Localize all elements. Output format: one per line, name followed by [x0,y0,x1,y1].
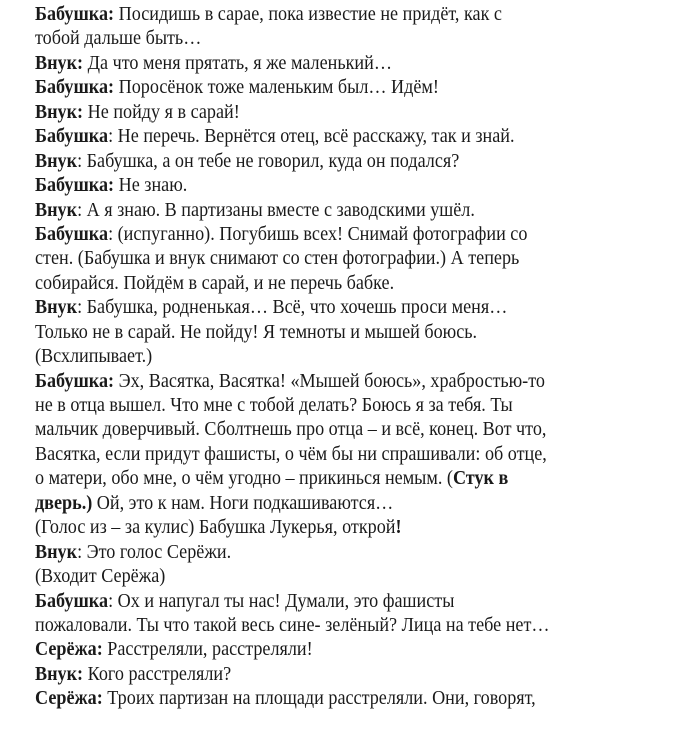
line-text: : А я знаю. В партизаны вместе с заводскими ушёл. [77,199,475,221]
line-text: тобой дальше быть… [35,28,202,50]
stage-direction-bold: Стук в [452,468,509,490]
dialogue-line [35,296,680,320]
dialogue-line [35,345,680,369]
dialogue-line [35,541,680,565]
speaker-name: Бабушка: [35,77,115,99]
dialogue-line [35,443,680,467]
line-text: не в отца вышел. Что мне с тобой делать? Боюсь я за тебя. Ты [35,395,513,416]
line-text: стен. (Бабушка и внук снимают со стен фотографии.) А теперь [35,248,520,270]
line-text: о матери, обо мне, о чём угодно – прикинься немым. ( [35,468,453,490]
dialogue-line [35,321,680,345]
line-text: Васятка, если придут фашисты, о чём бы ни спрашивали: об отце, [35,443,547,465]
speaker-name: Бабушка [35,590,109,612]
dialogue-line [35,516,680,540]
dialogue-line [35,101,680,125]
dialogue-line [35,492,680,516]
dialogue-line [35,199,680,223]
dialogue-line [35,394,680,418]
dialogue-line [35,663,680,687]
line-text: : (испуганно). Погубишь всех! Снимай фотографии со [108,223,528,245]
line-text: Посидишь в сарае, пока известие не придёт, как с [114,4,502,25]
dialogue-line [35,272,680,296]
line-text: Кого расстреляли? [83,663,232,685]
dialogue-line [35,27,680,51]
line-text: собирайся. Пойдём в сарай, и не перечь бабке. [35,272,395,294]
line-text: Только не в сарай. Не пойду! Я темноты и мышей боюсь. [35,321,478,343]
line-text: Не знаю. [114,175,188,197]
speaker-name: Внук [35,150,78,172]
line-text: Да что меня прятать, я же маленький… [83,52,392,74]
dialogue-line [35,223,680,247]
line-text: Троих партизан на площади расстреляли. Они, говорят, [102,688,536,710]
line-text: (Всхлипывает.) [35,346,153,368]
speaker-name: Внук [35,541,78,563]
line-text: мальчик доверчивый. Сболтнешь про отца – и всё, конец. Вот что, [35,419,547,441]
dialogue-line [35,565,680,589]
speaker-name: Бабушка: [35,370,115,392]
dialogue-line [35,150,680,174]
speaker-name: Внук [35,297,78,319]
speaker-name: Серёжа: [35,639,103,661]
dialogue-line [35,370,680,394]
dialogue-line [35,614,680,638]
dialogue-line [35,247,680,271]
line-text: Ой, это к нам. Ноги подкашиваются… [92,492,394,514]
line-text: Поросёнок тоже маленьким был… Идём! [114,77,439,99]
dialogue-line [35,467,680,491]
dialogue-line [35,174,680,198]
line-text: Эх, Васятка, Васятка! «Мышей боюсь», храбростью-то [114,370,545,392]
dialogue-line [35,52,680,76]
dialogue-line [35,76,680,100]
speaker-name: Бабушка: [35,4,115,25]
line-text: : Бабушка, а он тебе не говорил, куда он подался? [77,150,460,172]
line-text: пожаловали. Ты что такой весь сине- зелёный? Лица на тебе нет… [35,614,550,636]
speaker-name: Внук: [35,663,84,685]
line-text: Не пойду я в сарай! [83,101,240,123]
line-text: (Входит Серёжа) [35,566,166,588]
speaker-name: Бабушка [35,126,109,148]
speaker-name: Бабушка [35,223,109,245]
speaker-name: Внук: [35,101,84,123]
script-document [35,3,680,712]
line-text: : Не перечь. Вернётся отец, всё расскажу, так и знай. [108,126,515,148]
speaker-name: Серёжа: [35,688,103,710]
speaker-name: Внук [35,199,78,221]
dialogue-line [35,125,680,149]
dialogue-line [35,418,680,442]
line-text: Расстреляли, расстреляли! [102,639,313,661]
speaker-name: Внук: [35,52,84,74]
dialogue-line [35,638,680,662]
line-text: : Бабушка, родненькая… Всё, что хочешь проси меня… [77,297,508,319]
dialogue-line [35,687,680,711]
speaker-name: Бабушка: [35,175,115,197]
bold-exclamation: ! [395,517,402,539]
line-text: : Это голос Серёжи. [77,541,232,563]
dialogue-line [35,590,680,614]
stage-direction-bold: дверь.) [35,492,93,514]
line-text: : Ох и напугал ты нас! Думали, это фашисты [108,590,455,612]
dialogue-line [35,3,680,27]
line-text: (Голос из – за кулис) Бабушка Лукерья, открой [35,517,396,539]
